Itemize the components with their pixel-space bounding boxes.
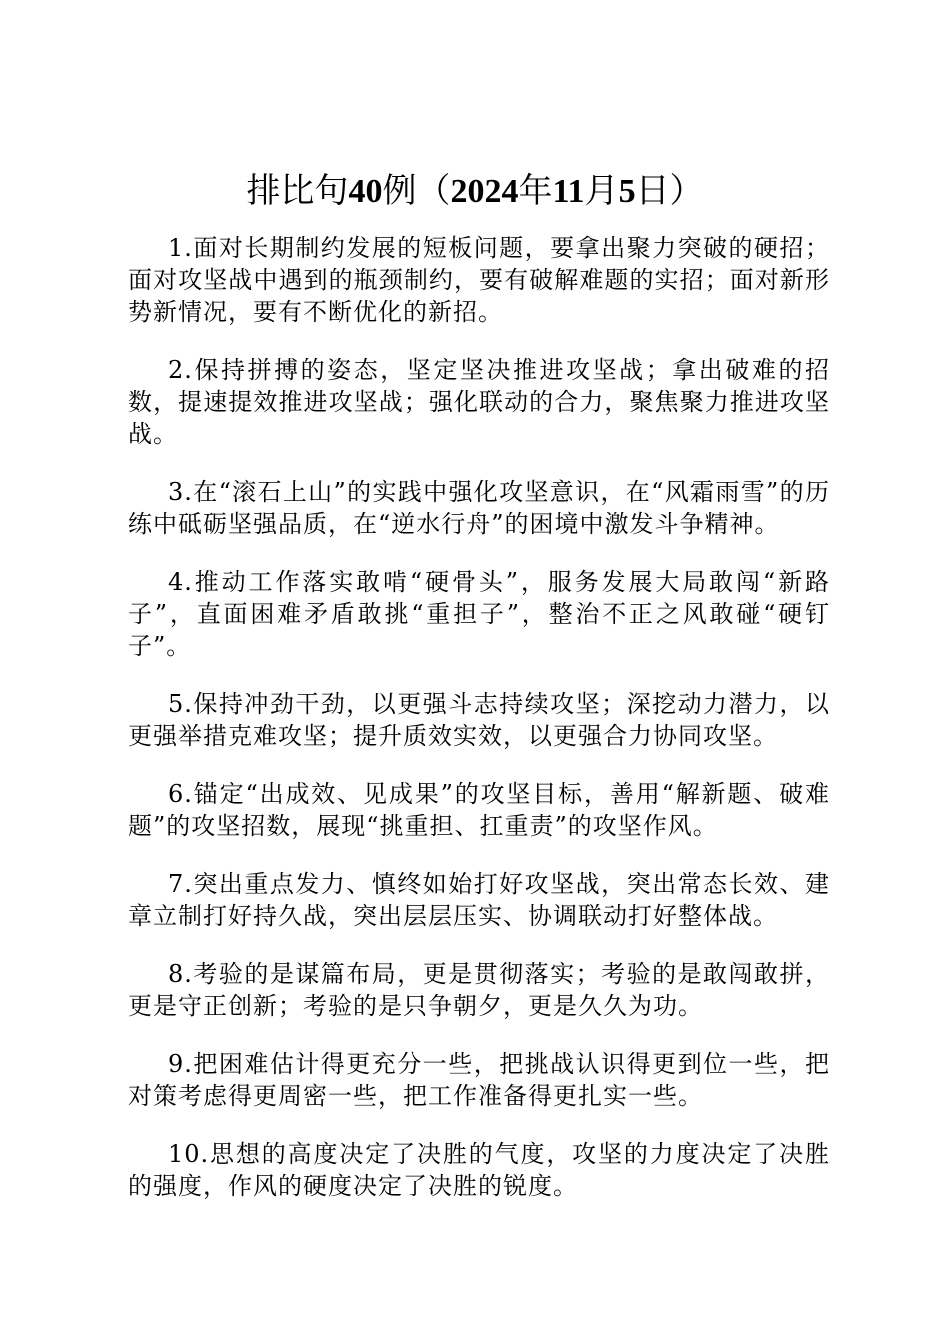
- paragraph-7: 7.突出重点发力、慎终如始打好攻坚战，突出常态长效、建章立制打好持久战，突出层层压实、协调联动打好整体战。: [128, 870, 830, 930]
- paragraph-9: 9.把困难估计得更充分一些，把挑战认识得更到位一些，把对策考虑得更周密一些，把工作准备得更扎实一些。: [128, 1050, 830, 1110]
- title-month-unit: 月: [584, 171, 619, 211]
- paragraph-1: 1.面对长期制约发展的短板问题，要拿出聚力突破的硬招；面对攻坚战中遇到的瓶颈制约，要有破解难题的实招；面对新形势新情况，要有不断优化的新招。: [128, 234, 830, 326]
- title-year: 2024: [450, 173, 519, 210]
- paragraph-4: 4.推动工作落实敢啃“硬骨头”，服务发展大局敢闯“新路子”，直面困难矛盾敢挑“重担子”，整治不正之风敢碰“硬钉子”。: [128, 568, 830, 660]
- title-mid: 例（: [382, 171, 451, 211]
- paragraph-6: 6.锚定“出成效、见成果”的攻坚目标，善用“解新题、破难题”的攻坚招数，展现“挑重担、扛重责”的攻坚作风。: [128, 780, 830, 840]
- paragraph-10: 10.思想的高度决定了决胜的气度，攻坚的力度决定了决胜的强度，作风的硬度决定了决胜的锐度。: [128, 1140, 830, 1200]
- document-body: [128, 232, 830, 1228]
- paragraph-5: 5.保持冲劲干劲，以更强斗志持续攻坚；深挖动力潜力，以更强举措克难攻坚；提升质效实效，以更强合力协同攻坚。: [128, 690, 830, 750]
- title-day: 5: [618, 173, 636, 210]
- document-title: [0, 166, 950, 217]
- title-count: 40: [348, 173, 383, 210]
- title-suffix: 日）: [635, 171, 704, 211]
- paragraph-8: 8.考验的是谋篇布局，更是贯彻落实；考验的是敢闯敢拼，更是守正创新；考验的是只争朝夕，更是久久为功。: [128, 960, 830, 1020]
- title-month: 11: [552, 173, 585, 210]
- title-prefix: 排比句: [246, 171, 349, 211]
- paragraph-3: 3.在“滚石上山”的实践中强化攻坚意识，在“风霜雨雪”的历练中砥砺坚强品质，在“逆水行舟”的困境中激发斗争精神。: [128, 478, 830, 538]
- paragraph-2: 2.保持拼搏的姿态，坚定坚决推进攻坚战；拿出破难的招数，提速提效推进攻坚战；强化联动的合力，聚焦聚力推进攻坚战。: [128, 356, 830, 448]
- title-year-unit: 年: [518, 171, 553, 211]
